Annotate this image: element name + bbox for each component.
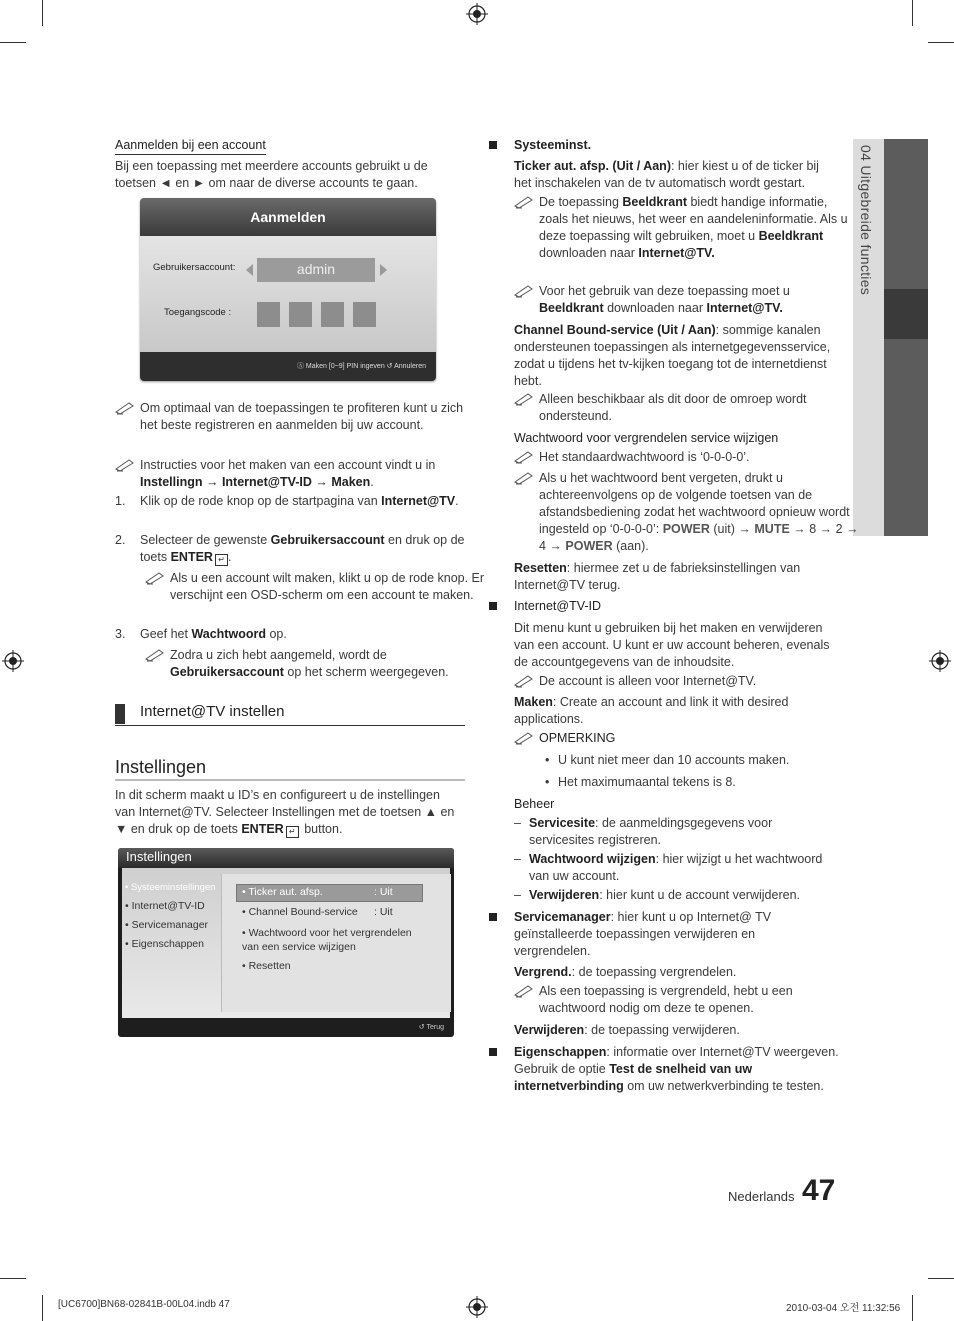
dash: – [514,816,521,830]
note: De account is alleen voor Internet@TV. [514,673,854,690]
dash: – [514,888,521,902]
chapter-title: 04 Uitgebreide functies [858,145,874,296]
paragraph: Eigenschappen: informatie over Internet@TV weergeven. Gebruik de optie Test de snelheid van uw internetverbinding om uw netwerkverbinding te testen. [514,1045,839,1093]
note: De toepassing Beeldkrant biedt handige informatie, zoals het nieuws, het weer en aandeleninformatie. Als u deze toepassing wilt gebruiken, moet u Beeldkrant downloaden naar Internet@TV. [514,194,854,262]
menu-item-servicemanager[interactable]: • Servicemanager [125,919,209,931]
step-text: Geef het Wachtwoord op. [140,627,287,641]
registration-mark-icon [466,1296,488,1318]
list-item: Wachtwoord wijzigen: hier wijzigt u het wachtwoord van uw account. [529,852,823,883]
settings-panel-footer[interactable]: ↺ Terug [418,1024,444,1031]
footer-language: Nederlands [728,1189,795,1204]
paragraph: Ticker aut. afsp. (Uit / Aan): hier kiest u of de ticker bij het inschakelen van de tv automatisch wordt gestart. [514,159,819,190]
note: Om optimaal van de toepassingen te profiteren kunt u zich het beste registreren en aanmelden bij uw account. [115,400,475,434]
pin-digit-box[interactable] [289,302,312,327]
option-channel-label[interactable]: • Channel Bound-service [242,906,358,918]
account-select[interactable]: admin [257,258,375,282]
paragraph: Maken: Create an account and link it with desired applications. [514,695,789,726]
arrow-left-icon[interactable] [246,264,253,276]
option-reset-label[interactable]: • Resetten [242,960,291,972]
enter-icon: ↵ [215,554,228,566]
bullet-square [489,141,497,149]
paragraph: Dit menu kunt u gebruiken bij het maken en verwijderen van een account. U kunt er uw account beheren, evenals de accountgegevens van de inhoudsite. [514,621,830,669]
note-pencil-icon [514,392,534,406]
note-pencil-icon [514,471,534,485]
pin-digit-box[interactable] [321,302,344,327]
registration-mark-icon [2,650,24,672]
bullet-dot: • [545,775,550,789]
option-password-label[interactable]: • Wachtwoord voor het vergrendelen van een service wijzigen [242,927,412,953]
crop-mark [0,1278,26,1279]
paragraph: Servicemanager: hier kunt u op Internet@ TV geïnstalleerde toepassingen verwijderen en vergrendelen. [514,910,772,958]
note-pencil-icon [514,284,534,298]
section-marker [115,704,125,724]
note: Als u het wachtwoord bent vergeten, drukt u achtereenvolgens op de volgende toetsen van de afstandsbediening zodat het wachtwoord opnieuw wordt ingesteld op ‘0-0-0-0’: POWER (uit) → MUTE → 8 → 2 → 4 → POWER (aan). [514,470,859,555]
menu-item-systeeminstellingen[interactable]: • Systeeminstellingen [125,882,216,893]
item-title: Beheer [514,797,555,811]
bullet-dot: • [545,753,550,767]
note: Zodra u zich hebt aangemeld, wordt de Gebruikersaccount op het scherm weergegeven. [145,647,492,681]
enter-icon: ↵ [286,826,299,838]
note-pencil-icon [115,458,135,472]
account-label: Gebruikersaccount: [153,262,236,273]
code-label: Toegangscode : [164,307,232,318]
account-heading: Aanmelden bij een account [115,137,266,155]
note: Het standaardwachtwoord is ‘0-0-0-0’. [514,449,854,466]
menu-item-eigenschappen[interactable]: • Eigenschappen [125,938,204,950]
side-tab-block [884,289,928,339]
note-pencil-icon [115,401,135,415]
list-item: Het maximumaantal tekens is 8. [558,775,736,789]
login-panel-title: Aanmelden [140,198,436,236]
option-ticker-label[interactable]: • Ticker aut. afsp. [242,886,323,898]
note: Als een toepassing is vergrendeld, hebt u een wachtwoord nodig om deze te openen. [514,983,854,1017]
note-pencil-icon [145,648,165,662]
login-panel [140,198,436,381]
pin-digit-box[interactable] [257,302,280,327]
step-number: 3. [115,627,126,641]
paragraph: Vergrend.: de toepassing vergrendelen. [514,965,737,979]
side-tab-block [884,139,928,289]
crop-mark [0,42,26,43]
side-tab-block [884,339,928,536]
settings-intro: In dit scherm maakt u ID’s en configureert u de instellingen van Internet@TV. Selecteer Instellingen met de toetsen ▲ en ▼ en druk op de toets ENTER ↵ button. [115,788,455,836]
note: Voor het gebruik van deze toepassing moet u Beeldkrant downloaden naar Internet@TV. [514,283,854,317]
crop-mark [912,1295,913,1321]
step-text: Selecteer de gewenste Gebruikersaccount en druk op de toets ENTER ↵ . [140,533,465,564]
crop-mark [928,42,954,43]
list-item: Servicesite: de aanmeldingsgegevens voor servicesites registreren. [529,816,773,847]
subsection-title: Instellingen [115,757,207,777]
settings-panel [118,848,454,1037]
list-item: Verwijderen: hier kunt u de account verwijderen. [529,888,800,902]
crop-mark [42,1295,43,1321]
step-number: 1. [115,494,126,508]
item-title: Wachtwoord voor vergrendelen service wijzigen [514,431,779,445]
registration-mark-icon [929,650,951,672]
settings-menu [125,878,215,954]
crop-mark [42,0,43,26]
note-pencil-icon [514,450,534,464]
settings-panel-title: Instellingen [118,848,454,868]
menu-item-internet-tv-id[interactable]: • Internet@TV-ID [125,900,205,912]
item-title: Systeeminst. [514,138,592,152]
item-title: Internet@TV-ID [514,599,602,613]
paragraph: Resetten: hiermee zet u de fabrieksinstellingen van Internet@TV terug. [514,561,801,592]
dash: – [514,852,521,866]
divider [115,779,465,781]
note: Als u een account wilt maken, klikt u op de rode knop. Er verschijnt een OSD-scherm om een account te maken. [145,570,485,604]
note-pencil-icon [514,984,534,998]
settings-options [221,874,451,1012]
page-number: 47 [802,1174,836,1207]
divider [115,725,465,726]
pin-digit-box[interactable] [353,302,376,327]
step-number: 2. [115,533,126,547]
option-channel-value: : Uit [374,906,393,918]
registration-mark-icon [466,3,488,25]
note-pencil-icon [514,674,534,688]
bullet-square [489,602,497,610]
list-item: U kunt niet meer dan 10 accounts maken. [558,753,790,767]
file-timestamp: 2010-03-04 오전 11:32:56 [786,1303,901,1314]
note-pencil-icon [145,571,165,585]
note: Alleen beschikbaar als dit door de omroep wordt ondersteund. [514,391,854,425]
crop-mark [912,0,913,26]
section-title: Internet@TV instellen [140,703,285,720]
note: OPMERKING [514,730,854,747]
note-pencil-icon [514,731,534,745]
login-panel-footer: Ⓐ Maken [0~9] PIN ingeven ↺ Annuleren [140,352,436,381]
bullet-square [489,913,497,921]
note-pencil-icon [514,195,534,209]
account-intro: Bij een toepassing met meerdere accounts gebruikt u de toetsen ◄ en ► om naar de diverse accounts te gaan. [115,159,428,190]
arrow-right-icon[interactable] [380,264,387,276]
crop-mark [928,1278,954,1279]
bullet-square [489,1048,497,1056]
file-info: [UC6700]BN68-02841B-00L04.indb 47 [58,1299,230,1310]
paragraph: Channel Bound-service (Uit / Aan): sommige kanalen ondersteunen toepassingen als internetgegevensservice, zodat u tijdens het tv-kijken toegang tot de internetdienst hebt. [514,323,831,388]
step-text: Klik op de rode knop op de startpagina van Internet@TV. [140,494,459,508]
option-ticker-value: : Uit [374,886,393,898]
paragraph: Verwijderen: de toepassing verwijderen. [514,1023,740,1037]
note: Instructies voor het maken van een account vindt u in Instellingn → Internet@TV-ID → Maken. [115,457,485,491]
